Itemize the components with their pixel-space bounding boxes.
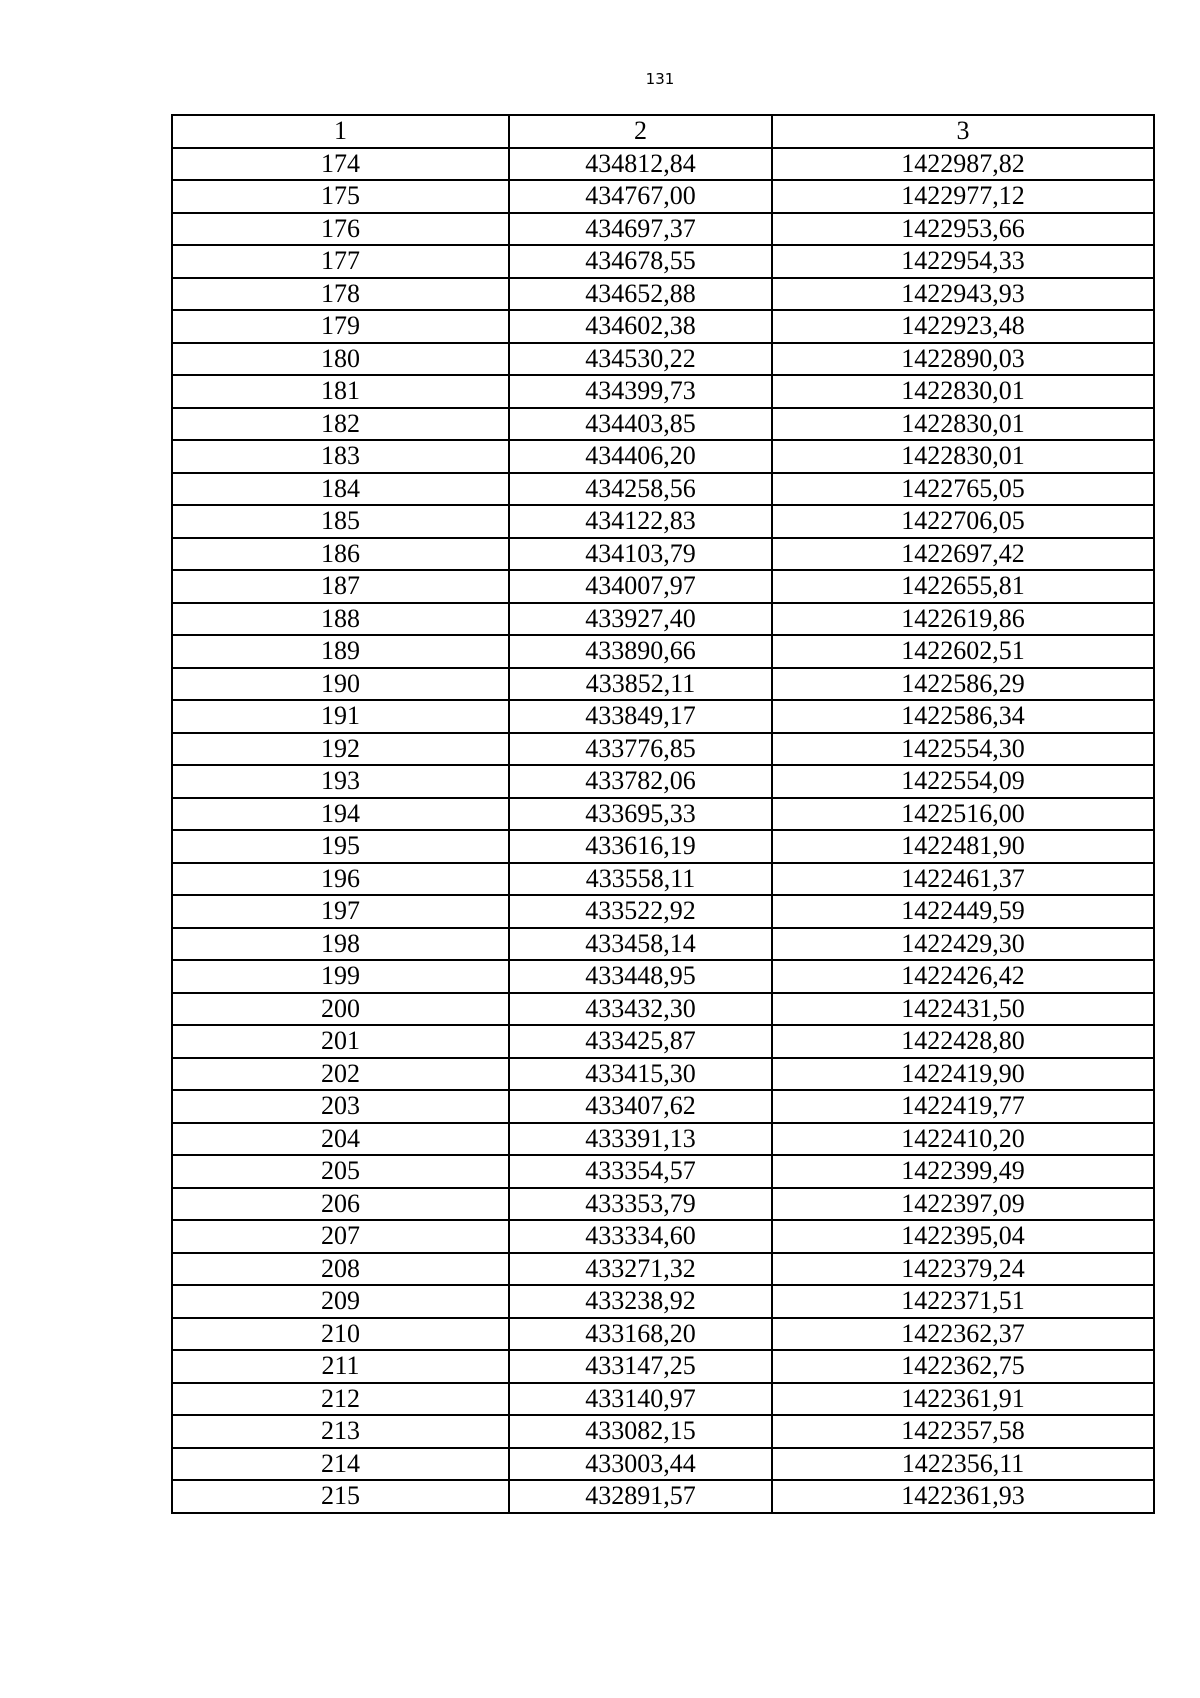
table-row bbox=[172, 700, 1154, 733]
table-cell: 201 bbox=[172, 1025, 509, 1058]
table-cell: 1422419,77 bbox=[772, 1090, 1154, 1123]
table-cell: 433782,06 bbox=[509, 765, 772, 798]
table-cell: 433140,97 bbox=[509, 1383, 772, 1416]
table-cell: 1422586,29 bbox=[772, 668, 1154, 701]
table-cell: 202 bbox=[172, 1058, 509, 1091]
table-cell: 1422362,37 bbox=[772, 1318, 1154, 1351]
table-row bbox=[172, 180, 1154, 213]
table-row bbox=[172, 245, 1154, 278]
table-cell: 1422586,34 bbox=[772, 700, 1154, 733]
table-cell: 1422362,75 bbox=[772, 1350, 1154, 1383]
table-cell: 433425,87 bbox=[509, 1025, 772, 1058]
table-cell: 1422429,30 bbox=[772, 928, 1154, 961]
table-cell: 1422461,37 bbox=[772, 863, 1154, 896]
table-cell: 1422977,12 bbox=[772, 180, 1154, 213]
table-cell: 434406,20 bbox=[509, 440, 772, 473]
table-cell: 204 bbox=[172, 1123, 509, 1156]
table-cell: 1422357,58 bbox=[772, 1415, 1154, 1448]
header-row bbox=[172, 115, 1154, 148]
table-cell: 1422987,82 bbox=[772, 148, 1154, 181]
table-row bbox=[172, 603, 1154, 636]
table-cell: 200 bbox=[172, 993, 509, 1026]
table-row bbox=[172, 1090, 1154, 1123]
table-row bbox=[172, 1285, 1154, 1318]
table-row bbox=[172, 473, 1154, 506]
table-cell: 1422954,33 bbox=[772, 245, 1154, 278]
table-cell: 215 bbox=[172, 1480, 509, 1513]
table-cell: 1422890,03 bbox=[772, 343, 1154, 376]
table-cell: 433168,20 bbox=[509, 1318, 772, 1351]
table-row bbox=[172, 635, 1154, 668]
table-row bbox=[172, 668, 1154, 701]
table-cell: 1422697,42 bbox=[772, 538, 1154, 571]
column-header: 3 bbox=[772, 115, 1154, 148]
table-row bbox=[172, 1415, 1154, 1448]
table-cell: 1422923,48 bbox=[772, 310, 1154, 343]
table-cell: 212 bbox=[172, 1383, 509, 1416]
table-cell: 433238,92 bbox=[509, 1285, 772, 1318]
table-cell: 213 bbox=[172, 1415, 509, 1448]
table-cell: 206 bbox=[172, 1188, 509, 1221]
table-cell: 434767,00 bbox=[509, 180, 772, 213]
table-cell: 1422953,66 bbox=[772, 213, 1154, 246]
table-cell: 433147,25 bbox=[509, 1350, 772, 1383]
table-cell: 180 bbox=[172, 343, 509, 376]
table-cell: 433849,17 bbox=[509, 700, 772, 733]
table-cell: 433353,79 bbox=[509, 1188, 772, 1221]
table-row bbox=[172, 1480, 1154, 1513]
table-cell: 433082,15 bbox=[509, 1415, 772, 1448]
table-row bbox=[172, 343, 1154, 376]
table-row bbox=[172, 310, 1154, 343]
table-cell: 184 bbox=[172, 473, 509, 506]
table-cell: 178 bbox=[172, 278, 509, 311]
table-row bbox=[172, 798, 1154, 831]
table-row bbox=[172, 1253, 1154, 1286]
table-row bbox=[172, 1220, 1154, 1253]
table-cell: 194 bbox=[172, 798, 509, 831]
table-cell: 434399,73 bbox=[509, 375, 772, 408]
table-cell: 433271,32 bbox=[509, 1253, 772, 1286]
table-cell: 1422395,04 bbox=[772, 1220, 1154, 1253]
table-row bbox=[172, 863, 1154, 896]
table-cell: 434530,22 bbox=[509, 343, 772, 376]
table-cell: 433695,33 bbox=[509, 798, 772, 831]
table-cell: 189 bbox=[172, 635, 509, 668]
table-cell: 434103,79 bbox=[509, 538, 772, 571]
table-cell: 434258,56 bbox=[509, 473, 772, 506]
table-cell: 1422361,93 bbox=[772, 1480, 1154, 1513]
table-row bbox=[172, 1383, 1154, 1416]
table-cell: 205 bbox=[172, 1155, 509, 1188]
table-row bbox=[172, 1448, 1154, 1481]
table-cell: 433354,57 bbox=[509, 1155, 772, 1188]
table-row bbox=[172, 765, 1154, 798]
table-row bbox=[172, 213, 1154, 246]
table-row bbox=[172, 993, 1154, 1026]
table-row bbox=[172, 278, 1154, 311]
table-cell: 197 bbox=[172, 895, 509, 928]
table-cell: 433890,66 bbox=[509, 635, 772, 668]
table-cell: 177 bbox=[172, 245, 509, 278]
table-cell: 433558,11 bbox=[509, 863, 772, 896]
table-row bbox=[172, 375, 1154, 408]
table-cell: 434007,97 bbox=[509, 570, 772, 603]
table-row bbox=[172, 408, 1154, 441]
table-row bbox=[172, 830, 1154, 863]
table-cell: 434403,85 bbox=[509, 408, 772, 441]
table-row bbox=[172, 1058, 1154, 1091]
table-cell: 1422602,51 bbox=[772, 635, 1154, 668]
table-cell: 186 bbox=[172, 538, 509, 571]
table-cell: 434122,83 bbox=[509, 505, 772, 538]
table-cell: 198 bbox=[172, 928, 509, 961]
table-cell: 185 bbox=[172, 505, 509, 538]
table-cell: 203 bbox=[172, 1090, 509, 1123]
table-cell: 191 bbox=[172, 700, 509, 733]
table-cell: 195 bbox=[172, 830, 509, 863]
table-cell: 434812,84 bbox=[509, 148, 772, 181]
table-body bbox=[172, 148, 1154, 1513]
table-cell: 209 bbox=[172, 1285, 509, 1318]
table-cell: 1422361,91 bbox=[772, 1383, 1154, 1416]
table-cell: 1422765,05 bbox=[772, 473, 1154, 506]
table-cell: 433003,44 bbox=[509, 1448, 772, 1481]
table-cell: 432891,57 bbox=[509, 1480, 772, 1513]
table-cell: 1422371,51 bbox=[772, 1285, 1154, 1318]
table-cell: 1422554,30 bbox=[772, 733, 1154, 766]
table-cell: 1422619,86 bbox=[772, 603, 1154, 636]
table-cell: 1422379,24 bbox=[772, 1253, 1154, 1286]
table-cell: 193 bbox=[172, 765, 509, 798]
table-cell: 1422943,93 bbox=[772, 278, 1154, 311]
table-cell: 176 bbox=[172, 213, 509, 246]
table-cell: 182 bbox=[172, 408, 509, 441]
table-cell: 207 bbox=[172, 1220, 509, 1253]
table-cell: 434602,38 bbox=[509, 310, 772, 343]
table-row bbox=[172, 440, 1154, 473]
table-cell: 179 bbox=[172, 310, 509, 343]
table-cell: 1422397,09 bbox=[772, 1188, 1154, 1221]
table-row bbox=[172, 1155, 1154, 1188]
table-cell: 433407,62 bbox=[509, 1090, 772, 1123]
table-row bbox=[172, 733, 1154, 766]
table-cell: 1422399,49 bbox=[772, 1155, 1154, 1188]
table-cell: 433852,11 bbox=[509, 668, 772, 701]
table-row bbox=[172, 570, 1154, 603]
table-cell: 1422830,01 bbox=[772, 375, 1154, 408]
table-cell: 1422431,50 bbox=[772, 993, 1154, 1026]
table-cell: 433927,40 bbox=[509, 603, 772, 636]
table-cell: 1422410,20 bbox=[772, 1123, 1154, 1156]
table-cell: 214 bbox=[172, 1448, 509, 1481]
table-row bbox=[172, 1350, 1154, 1383]
table-cell: 1422419,90 bbox=[772, 1058, 1154, 1091]
table-row bbox=[172, 928, 1154, 961]
table-cell: 1422428,80 bbox=[772, 1025, 1154, 1058]
table-cell: 1422706,05 bbox=[772, 505, 1154, 538]
table-row bbox=[172, 538, 1154, 571]
table-row bbox=[172, 960, 1154, 993]
table-cell: 188 bbox=[172, 603, 509, 636]
table-cell: 175 bbox=[172, 180, 509, 213]
table-cell: 1422516,00 bbox=[772, 798, 1154, 831]
table-cell: 183 bbox=[172, 440, 509, 473]
table-row bbox=[172, 1123, 1154, 1156]
page-number: 131 bbox=[645, 70, 675, 88]
table-cell: 433458,14 bbox=[509, 928, 772, 961]
column-header: 1 bbox=[172, 115, 509, 148]
table-cell: 433415,30 bbox=[509, 1058, 772, 1091]
table-cell: 434652,88 bbox=[509, 278, 772, 311]
table-cell: 196 bbox=[172, 863, 509, 896]
table-cell: 433391,13 bbox=[509, 1123, 772, 1156]
table-header bbox=[172, 115, 1154, 148]
table-cell: 190 bbox=[172, 668, 509, 701]
table-cell: 208 bbox=[172, 1253, 509, 1286]
table-row bbox=[172, 1318, 1154, 1351]
table-cell: 1422449,59 bbox=[772, 895, 1154, 928]
table-cell: 433334,60 bbox=[509, 1220, 772, 1253]
column-header: 2 bbox=[509, 115, 772, 148]
table-cell: 433448,95 bbox=[509, 960, 772, 993]
table-cell: 181 bbox=[172, 375, 509, 408]
table-cell: 1422830,01 bbox=[772, 408, 1154, 441]
table-cell: 433776,85 bbox=[509, 733, 772, 766]
table-cell: 192 bbox=[172, 733, 509, 766]
table-cell: 174 bbox=[172, 148, 509, 181]
table-cell: 1422830,01 bbox=[772, 440, 1154, 473]
table-cell: 433522,92 bbox=[509, 895, 772, 928]
table-cell: 1422554,09 bbox=[772, 765, 1154, 798]
table-cell: 1422356,11 bbox=[772, 1448, 1154, 1481]
table-cell: 1422655,81 bbox=[772, 570, 1154, 603]
table-cell: 199 bbox=[172, 960, 509, 993]
table-row bbox=[172, 895, 1154, 928]
table-cell: 1422481,90 bbox=[772, 830, 1154, 863]
table-cell: 434678,55 bbox=[509, 245, 772, 278]
table-cell: 1422426,42 bbox=[772, 960, 1154, 993]
table-cell: 187 bbox=[172, 570, 509, 603]
coordinates-table bbox=[171, 114, 1155, 1514]
table-cell: 434697,37 bbox=[509, 213, 772, 246]
table-cell: 210 bbox=[172, 1318, 509, 1351]
table-cell: 211 bbox=[172, 1350, 509, 1383]
table-row bbox=[172, 505, 1154, 538]
table-row bbox=[172, 148, 1154, 181]
table-cell: 433616,19 bbox=[509, 830, 772, 863]
table-row bbox=[172, 1025, 1154, 1058]
table-cell: 433432,30 bbox=[509, 993, 772, 1026]
table-row bbox=[172, 1188, 1154, 1221]
